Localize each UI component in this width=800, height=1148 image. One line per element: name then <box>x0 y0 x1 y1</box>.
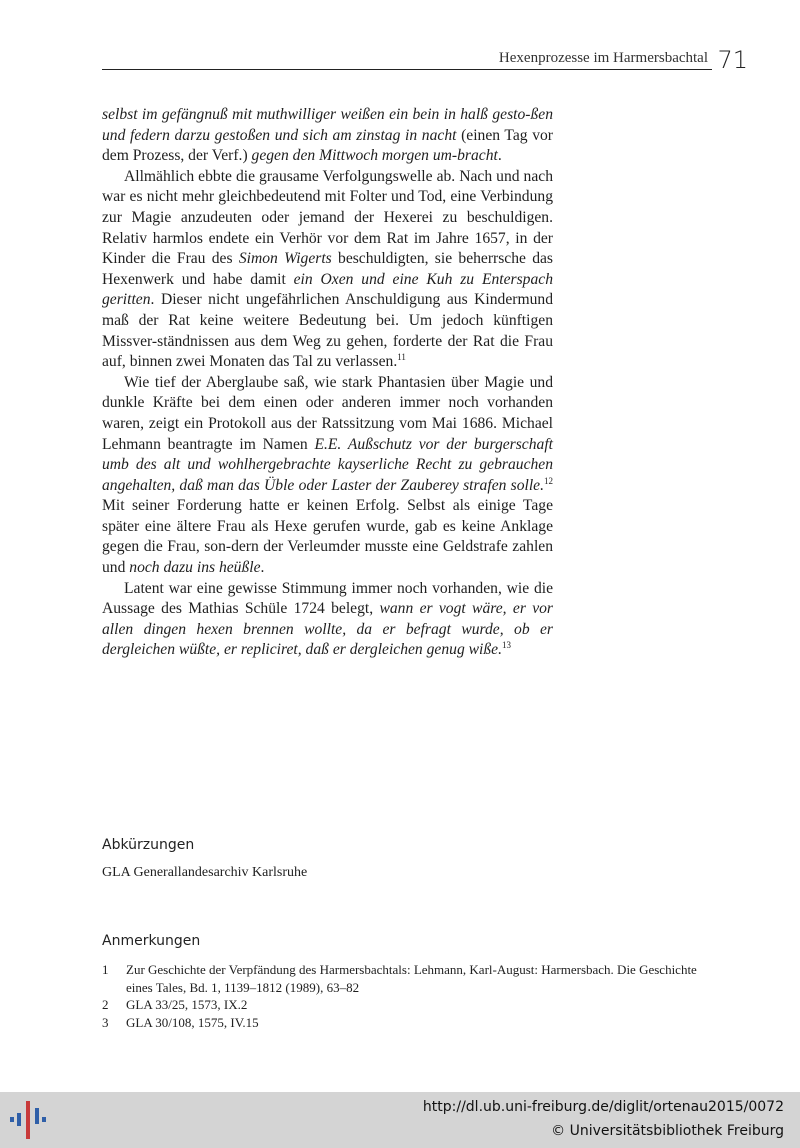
text-run: noch dazu ins heüßle <box>129 559 261 577</box>
note-number: 2 <box>102 997 109 1012</box>
main-text <box>102 105 553 661</box>
paragraph <box>102 105 553 167</box>
paragraph <box>102 579 553 661</box>
note-item <box>102 996 722 1014</box>
footnote-ref: 12 <box>544 475 553 486</box>
library-logo-icon <box>10 1100 52 1140</box>
text-run: Wie tief der Aberglaube saß, wie stark Phantasien über Magie und dunkle Kräfte bei dem einen oder anderen immer noch vorhanden waren, zeigt ein Protokoll aus der Ratssitzung vom Mai 1686. Michael Lehmann beantragte im Namen <box>102 373 553 453</box>
page-number: 71 <box>717 46 748 74</box>
note-number: 1 <box>102 962 109 977</box>
source-url-link[interactable]: http://dl.ub.uni-freiburg.de/diglit/ortenau2015/0072 <box>422 1099 784 1115</box>
note-item <box>102 961 722 996</box>
text-run: beschuldigten, sie beherrsche das Hexenwerk und habe damit <box>102 250 553 288</box>
notes-heading: Anmerkungen <box>102 933 201 949</box>
page-header <box>102 44 752 74</box>
header-rule <box>102 69 712 70</box>
abbreviation-entry: GLA Generallandesarchiv Karlsruhe <box>102 865 308 880</box>
running-title: Hexenprozesse im Harmersbachtal <box>498 50 708 66</box>
footnote-ref: 11 <box>397 352 406 363</box>
text-run: gegen den Mittwoch morgen um-bracht <box>251 147 498 165</box>
text-run: . Dieser nicht ungefährlichen Anschuldigung aus Kindermund maß der Rat keine weitere Bedeutung bei. Um jedoch künftigen Missver-ständnissen aus dem Weg zu gehen, forderte der Rat die Frau auf, binnen zwei Monaten das Tal zu verlassen. <box>102 291 553 371</box>
text-run: (einen Tag vor dem Prozess, der Verf.) <box>102 126 553 165</box>
text-run: Latent war eine gewisse Stimmung immer noch vorhanden, wie die Aussage des Mathias Schüle 1724 belegt, <box>102 579 553 618</box>
copyright-notice: © Universitätsbibliothek Freiburg <box>551 1123 784 1139</box>
text-run: . <box>260 559 265 577</box>
note-text: GLA 33/25, 1573, IX.2 <box>126 997 248 1012</box>
note-item <box>102 1014 722 1032</box>
note-text: GLA 30/108, 1575, IV.15 <box>126 1014 259 1030</box>
text-run: selbst im gefängnuß mit muthwilliger weißen ein bein in halß gesto-ßen und federn darzu gestoßen und sich am zinstag in nacht <box>102 106 553 144</box>
text-run: Simon Wigerts <box>238 250 332 268</box>
text-run: Mit seiner Forderung hatte er keinen Erfolg. Selbst als einige Tage später eine ältere Frau als Hexe gerufen wurde, gab es keine Anklage gegen die Frau, son-dern der Verleumder musste eine Geldstrafe zahlen und <box>102 497 553 577</box>
paragraph <box>102 167 553 373</box>
paragraph <box>102 373 553 579</box>
note-number: 3 <box>102 1014 109 1030</box>
notes-list <box>102 961 722 1031</box>
note-text: Zur Geschichte der Verpfändung des Harmersbachtals: Lehmann, Karl-August: Harmersbach. Die Geschichte eines Tales, Bd. 1, 1139–1812 (1989), 63–82 <box>126 962 697 995</box>
footnote-ref: 13 <box>502 640 511 651</box>
text-run: E.E. Außschutz vor der burgerschaft umb des alt und wohlhergebrachte kayserliche Recht zu gebrauchen angehalten, daß man das Üble oder Laster der Zauberey strafen solle. <box>102 435 553 494</box>
abbreviations-heading: Abkürzungen <box>102 837 195 853</box>
text-run: Allmählich ebbte die grausame Verfolgungswelle ab. Nach und nach war es nicht mehr gleichbedeutend mit Folter und Tod, eine Verbindung zur Magie anzudeuten oder jemand der Hexerei zu beschuldigen. Relativ harmlos endete ein Verhör vor dem Rat im Jahre 1657, in der Kinder die Frau des <box>102 167 553 268</box>
text-run: ein Oxen und eine Kuh zu Enterspach geritten <box>102 270 553 309</box>
text-run: . <box>497 147 502 165</box>
text-run: wann er vogt wäre, er vor allen dingen hexen brennen wollte, da er befragt wurde, ob er dergleichen wüßte, er repliciret, daß er dergleichen genug wiße. <box>102 600 553 659</box>
library-footer <box>0 1092 800 1148</box>
